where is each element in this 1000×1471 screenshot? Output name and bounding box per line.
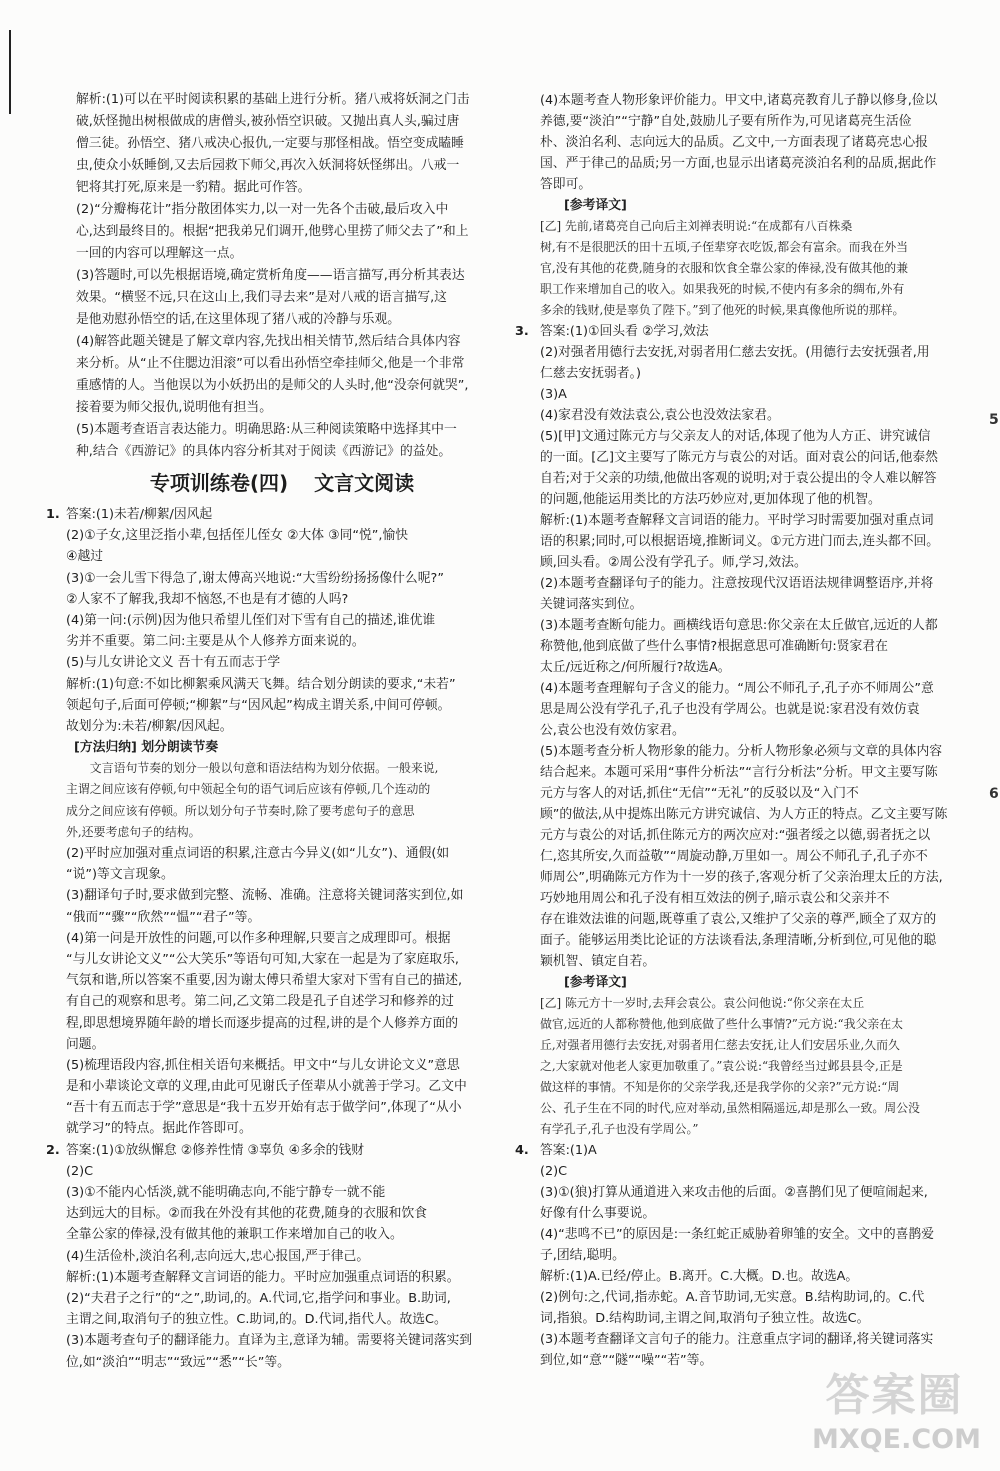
line-text: (4)生活俭朴,淡泊名利,志向远大,忠心报国,严于律己。 xyxy=(66,1248,370,1264)
line-text: 钯将其打死,原来是一豹精。据此可作答。 xyxy=(76,180,311,195)
text-line xyxy=(540,111,976,132)
text-line xyxy=(540,447,976,468)
text-line xyxy=(540,1350,976,1371)
text-line xyxy=(540,90,976,111)
line-text: ④越过 xyxy=(66,549,104,565)
text-line xyxy=(66,949,498,970)
line-text: 成分之间应该有停顿。所以划分句子节奏时,除了要考虑句子的意思 xyxy=(66,803,415,818)
line-text: (2)“夫君子之行”的“之”,助词,的。A.代词,它,指学问和事业。B.助词, xyxy=(66,1290,451,1306)
line-text: 解析:(1)可以在平时阅读积累的基础上进行分析。猪八戒将妖洞之门击 xyxy=(76,92,470,107)
edge-page-mark: 5 xyxy=(989,412,999,428)
text-line xyxy=(76,287,502,309)
line-text: (3)本题考查翻译文言句子的能力。注意重点字词的翻译,将关键词落实 xyxy=(540,1331,934,1347)
text-line xyxy=(66,843,498,864)
line-text: 主谓之间应该有停顿,句中领起全句的语气词后应该有停顿,几个连动的 xyxy=(66,782,431,797)
line-text: 答案:(1)A xyxy=(540,1142,597,1158)
line-text: “吾十有五而志于学”意思是“我十五岁开始有志于做学问”,体现了“从小 xyxy=(66,1100,462,1116)
line-text: 做这样的事情。不知是你的父亲学我,还是我学你的父亲?”元方说:“周 xyxy=(540,1079,900,1094)
text-line xyxy=(540,615,976,636)
question-number: 1. xyxy=(46,507,60,522)
note-line xyxy=(540,1098,976,1119)
text-line xyxy=(66,1352,498,1373)
line-text: 解析:(1)句意:不如比柳絮乘风满天飞舞。结合划分朗读的要求,“未若” xyxy=(66,676,456,692)
line-text: 答即可。 xyxy=(540,176,592,192)
text-line xyxy=(540,174,976,195)
text-line xyxy=(66,716,498,737)
text-line xyxy=(76,375,502,397)
line-text: (4)家君没有效法袁公,袁公也没效法家君。 xyxy=(540,407,780,423)
line-text: 种,结合《西游记》的具体内容分析其对于阅读《西游记》的益处。 xyxy=(76,444,452,459)
line-text: 答案:(1)①放纵懈怠 ②修养性情 ③辜负 ④多余的钱财 xyxy=(66,1142,365,1158)
line-text: 公、孔子生在不同的时代,应对举动,虽然相隔遥远,却是那么一致。周公没 xyxy=(540,1100,920,1115)
line-text: 丘,对强者用德行去安抚,对弱者用仁慈去安抚,让人们安居乐业,久而久 xyxy=(540,1037,900,1052)
text-line xyxy=(66,695,498,716)
text-line xyxy=(540,405,976,426)
text-line xyxy=(540,468,976,489)
line-text: 程,即思想境界随年龄的增长而逐步提高的过程,讲的是个人修养方面的 xyxy=(66,1015,459,1031)
line-text: (3)本题考查断句能力。画横线语句意思:你父亲在太丘做官,远近的人都 xyxy=(540,617,938,633)
text-line xyxy=(76,89,502,111)
text-line xyxy=(66,610,498,631)
line-text: (4)解答此题关键是了解文章内容,先找出相关情节,然后结合具体内容 xyxy=(76,334,461,349)
line-text: (2)“分瓣梅花计”指分散团体实力,以一对一先各个击破,最后攻入中 xyxy=(76,202,449,217)
question-first-line xyxy=(46,1140,498,1161)
text-line xyxy=(66,1055,498,1076)
line-text: 官,没有其他的花费,随身的衣服和饮食全靠公家的俸禄,没有做其他的兼 xyxy=(540,260,909,275)
text-line xyxy=(76,243,502,265)
line-text: 达到远大的目标。②而我在外没有其他的花费,随身的衣服和饮食 xyxy=(66,1206,428,1222)
line-text: (5)本题考查分析人物形象的能力。分析人物形象必须与文章的具体内容 xyxy=(540,743,943,759)
line-text: 思是周公没有学孔子,孔子也没有学周公。也就是说:家君没有效仿袁 xyxy=(540,701,920,717)
left-column-answers xyxy=(46,504,498,1373)
note-line xyxy=(540,258,976,279)
text-line xyxy=(76,155,502,177)
line-text: 是他劝慰孙悟空的话,在这里体现了猪八戒的冷静与乐观。 xyxy=(76,312,400,327)
text-line xyxy=(76,133,502,155)
right-column-answers xyxy=(515,90,976,1371)
line-text: 职工作来增加自己的收入。如果我死的时候,不使内有多余的绸布,外有 xyxy=(540,281,905,296)
text-line xyxy=(66,991,498,1012)
text-line xyxy=(540,867,976,888)
line-text: [方法归纳] 划分朗读节奏 xyxy=(74,740,219,756)
line-text: (5)本题考查语言表达能力。明确思路:从三种阅读策略中选择其中一 xyxy=(76,422,457,437)
line-text: [乙] 先前,诸葛亮自己向后主刘禅表明说:“在成都有八百株桑 xyxy=(540,218,853,233)
text-line xyxy=(540,489,976,510)
line-text: 到位,如“意”“隧”“噪”“若”等。 xyxy=(540,1352,713,1368)
line-text: 面子。能够运用类比论证的方法谈看法,条理清晰,分析到位,可见他的聪 xyxy=(540,932,937,948)
text-line xyxy=(540,363,976,384)
note-line xyxy=(66,779,498,800)
text-line xyxy=(540,510,976,531)
text-line xyxy=(540,720,976,741)
left-column-continued xyxy=(76,89,502,463)
text-line xyxy=(66,1288,498,1309)
question-first-line xyxy=(515,321,976,342)
line-text: 元方与客人的对话,抓住“无信”“无礼”的反驳以及“入门不 xyxy=(540,785,859,801)
line-text: 多余的钱财,使是辜负了陛下。”到了他死的时候,果真像他所说的那样。 xyxy=(540,302,905,317)
text-line xyxy=(540,594,976,615)
line-text: [乙] 陈元方十一岁时,去拜会袁公。袁公问他说:“你父亲在太丘 xyxy=(540,995,865,1010)
line-text: “俄而”“骤”“欣然”“愠”“君子”等。 xyxy=(66,909,261,925)
line-text: 解析:(1)本题考查解释文言词语的能力。平时学习时需要加强对重点词 xyxy=(540,512,934,528)
line-text: 的问题,他能运用类比的方法巧妙应对,更加体现了他的机智。 xyxy=(540,491,881,507)
text-line xyxy=(540,1161,976,1182)
watermark-logo xyxy=(812,1370,981,1462)
text-line xyxy=(76,177,502,199)
text-line xyxy=(76,309,502,331)
line-text: 顾”的做法,从中提炼出陈元方讲究诚信、为人方正的特点。乙文主要写陈 xyxy=(540,806,948,822)
text-line xyxy=(540,888,976,909)
text-line xyxy=(540,636,976,657)
text-line xyxy=(66,589,498,610)
text-line xyxy=(540,741,976,762)
note-line xyxy=(540,237,976,258)
line-text: (3)①一会儿雪下得急了,谢太傅高兴地说:“大雪纷纷扬扬像什么呢?” xyxy=(66,570,444,586)
note-line xyxy=(540,1056,976,1077)
line-text: 公,袁公也没有效仿家君。 xyxy=(540,722,685,738)
line-text: “说”)等文言现象。 xyxy=(66,867,174,883)
line-text: 朴、淡泊名利、志向远大的品质。乙文中,一方面表现了诸葛亮忠心报 xyxy=(540,134,928,150)
note-line xyxy=(540,216,976,237)
text-line xyxy=(66,1309,498,1330)
text-line xyxy=(66,674,498,695)
note-line xyxy=(540,1119,976,1140)
line-text: 关键词落实到位。 xyxy=(540,596,643,612)
text-line xyxy=(540,1203,976,1224)
line-text: ②人家不了解我,我却不恼怒,不也是有才德的人吗? xyxy=(66,591,349,607)
note-line xyxy=(66,801,498,822)
text-line xyxy=(540,930,976,951)
text-line xyxy=(540,846,976,867)
note-line xyxy=(540,300,976,321)
line-text: 解析:(1)本题考查解释文言词语的能力。平时应加强重点词语的积累。 xyxy=(66,1269,460,1285)
note-line xyxy=(540,279,976,300)
line-text: 好像有什么事要说。 xyxy=(540,1205,656,1221)
text-line xyxy=(66,970,498,991)
text-line xyxy=(66,631,498,652)
line-text: 虫,使众小妖睡倒,又去后园救下师父,再次入妖洞将妖怪绑出。八戒一 xyxy=(76,158,460,173)
text-line xyxy=(540,1308,976,1329)
section-title xyxy=(66,463,498,504)
text-line xyxy=(66,1224,498,1245)
text-line xyxy=(66,864,498,885)
line-text: (3)翻译句子时,要求做到完整、流畅、准确。注意将关键词落实到位,如 xyxy=(66,888,464,904)
text-line xyxy=(66,1013,498,1034)
text-line xyxy=(66,885,498,906)
line-text: 语的积累;同时,可以根据语境,推断词义。①元方进门而去,连头都不回。 xyxy=(540,533,940,549)
line-text: (2)①子女,这里泛指小辈,包括侄儿侄女 ②大体 ③同“悦”,愉快 xyxy=(66,528,409,544)
text-line xyxy=(66,1330,498,1351)
text-line xyxy=(76,221,502,243)
text-line xyxy=(540,1329,976,1350)
line-text: 劣并不重要。第二问:主要是从个人修养方面来说的。 xyxy=(66,634,365,650)
text-line xyxy=(540,384,976,405)
text-line xyxy=(66,1118,498,1139)
text-line xyxy=(540,531,976,552)
line-text: 有学孔子,孔子也没有学周公。” xyxy=(540,1121,699,1136)
question-number: 4. xyxy=(515,1142,529,1158)
question-first-line xyxy=(515,1140,976,1161)
line-text: 文言语句节奏的划分一般以句意和语法结构为划分依据。一般来说, xyxy=(89,761,439,776)
line-text: 称赞他,他到底做了些什么事情?根据意思可准确断句:贤家君在 xyxy=(540,638,888,654)
method-heading-line xyxy=(66,737,498,758)
line-text: (3)①(狼)打算从通道进入来攻击他的后面。②喜鹊们见了便喧闹起来, xyxy=(540,1184,928,1200)
section-title-series: 专项训练卷(四) xyxy=(149,471,289,495)
watermark-site-text: MXQE.COM xyxy=(812,1424,981,1455)
line-text: “与儿女讲论文义”“公大笑乐”等语句可知,大家在一起是为了家庭取乐, xyxy=(66,951,459,967)
note-line xyxy=(540,1014,976,1035)
line-text: 自若;对于父亲的功绩,他做出客观的说明;对于袁公提出的令人难以解答 xyxy=(540,470,937,486)
line-text: 之,大家就对他老人家更加敬重了。”袁公说:“我曾经当过邺县县令,正是 xyxy=(540,1058,903,1073)
text-line xyxy=(540,804,976,825)
question-number: 2. xyxy=(46,1142,60,1158)
line-text: 顾,回头看。②周公没有学孔子。师,学习,效法。 xyxy=(540,554,807,570)
line-text: 外,还要考虑句子的结构。 xyxy=(66,824,201,839)
line-text: (2)对强者用德行去安抚,对弱者用仁慈去安抚。(用德行去安抚强者,用 xyxy=(540,344,930,360)
line-text: 颖机智、镇定自若。 xyxy=(540,953,656,969)
line-text: (2)例句:之,代词,指赤蛇。A.音节助词,无实意。B.结构助词,的。C.代 xyxy=(540,1289,925,1305)
text-line xyxy=(76,111,502,133)
text-line xyxy=(540,1245,976,1266)
text-line xyxy=(66,568,498,589)
text-line xyxy=(540,762,976,783)
text-line xyxy=(540,1224,976,1245)
note-line xyxy=(540,993,976,1014)
line-text: 全靠公家的俸禄,没有做其他的兼职工作来增加自己的收入。 xyxy=(66,1227,403,1243)
text-line xyxy=(76,265,502,287)
text-line xyxy=(540,1182,976,1203)
line-text: 一回的内容可以理解这一点。 xyxy=(76,246,243,261)
line-text: 僧三徒。孙悟空、猪八戒决心报仇,一定要与那怪相战。悟空变成瞌睡 xyxy=(76,136,464,151)
line-text: 师周公”,明确陈元方作为十一岁的孩子,客观分析了父亲治理太丘的方法, xyxy=(540,869,943,885)
text-line xyxy=(540,678,976,699)
line-text: 巧妙地用周公和孔子没有相互效法的例子,暗示袁公和父亲并不 xyxy=(540,890,890,906)
line-text: 解析:(1)A.已经/停止。B.离开。C.大概。D.也。故选A。 xyxy=(540,1268,859,1284)
text-line xyxy=(540,951,976,972)
line-text: 破,妖怪抛出树根做成的唐僧头,被孙悟空识破。又抛出真人头,骗过唐 xyxy=(76,114,460,129)
line-text: (2)平时应加强对重点词语的积累,注意古今异义(如“儿女”)、通假(如 xyxy=(66,846,450,861)
line-text: (3)A xyxy=(540,386,567,402)
text-line xyxy=(540,825,976,846)
text-line xyxy=(76,419,502,441)
line-text: 主谓之间,取消句子的独立性。C.助词,的。D.代词,指代人。故选C。 xyxy=(66,1312,447,1328)
text-line xyxy=(540,909,976,930)
translation-heading-line xyxy=(540,972,976,993)
text-line xyxy=(66,1034,498,1055)
line-text: 就学习”的特点。据此作答即可。 xyxy=(66,1121,252,1137)
line-text: 做官,远近的人都称赞他,他到底做了些什么事情?”元方说:“我父亲在太 xyxy=(540,1016,904,1031)
line-text: 结合起来。本题可采用“事件分析法”“言行分析法”分析。甲文主要写陈 xyxy=(540,764,938,780)
note-line xyxy=(540,1035,976,1056)
line-text: 气氛和谐,所以答案不重要,因为谢太傅只希望大家对下雪有自己的描述, xyxy=(66,973,463,989)
line-text: [参考译文] xyxy=(564,197,627,213)
line-text: 重感情的人。当他误以为小妖扔出的是师父的人头时,他“没奈何就哭”, xyxy=(76,378,469,393)
text-line xyxy=(540,783,976,804)
text-line xyxy=(540,1266,976,1287)
question-first-line xyxy=(46,504,498,525)
text-line xyxy=(540,1287,976,1308)
edge-page-mark: 6 xyxy=(989,786,999,802)
line-text: 故划分为:未若/柳絮/因风起。 xyxy=(66,718,233,734)
line-text: (4)本题考查人物形象评价能力。甲文中,诸葛亮教育儿子静以修身,俭以 xyxy=(540,92,938,108)
line-text: (4)第一问是开放性的问题,可以作多种理解,只要言之成理即可。根据 xyxy=(66,930,451,946)
translation-heading-line xyxy=(540,195,976,216)
line-text: (5)与儿女讲论文义 吾十有五而志于学 xyxy=(66,655,281,671)
line-text: (3)①不能内心恬淡,就不能明确志向,不能宁静专一就不能 xyxy=(66,1185,386,1200)
line-text: [参考译文] xyxy=(564,974,627,990)
line-text: (2)本题考查翻译句子的能力。注意按现代汉语语法规律调整语序,并将 xyxy=(540,575,934,591)
line-text: (3)本题考查句子的翻译能力。直译为主,意译为辅。需要将关键词落实到 xyxy=(66,1333,473,1349)
text-line xyxy=(66,546,498,567)
line-text: 仁,恣其所安,久而益敬”“周旋动静,万里如一。周公不师孔子,孔子亦不 xyxy=(540,848,928,864)
text-line xyxy=(540,342,976,363)
line-text: 元方与袁公的对话,抓住陈元方的两次应对:“强者绥之以德,弱者抚之以 xyxy=(540,827,931,843)
text-line xyxy=(540,153,976,174)
line-text: 太丘/远近称之/何所履行?故选A。 xyxy=(540,659,731,675)
text-line xyxy=(66,1267,498,1288)
text-line xyxy=(540,552,976,573)
line-text: 养德,要“淡泊”“宁静”自处,鼓励儿子要有所作为,可见诸葛亮生活俭 xyxy=(540,113,912,129)
line-text: (4)本题考查理解句子含义的能力。“周公不师孔子,孔子亦不师周公”意 xyxy=(540,680,934,696)
text-line xyxy=(66,1203,498,1224)
line-text: 效果。“横竖不远,只在这山上,我们寻去来”是对八戒的语言描写,这 xyxy=(76,290,447,305)
text-line xyxy=(66,525,498,546)
watermark-logo-text: 答案圈 xyxy=(825,1370,964,1421)
line-text: 来分析。从“止不住腮边泪滚”可以看出孙悟空牵挂师父,他是一个非常 xyxy=(76,356,465,371)
text-line xyxy=(66,1161,498,1182)
line-text: 词,指狼。D.结构助词,主谓之间,取消句子独立性。故选C。 xyxy=(540,1310,870,1326)
text-line xyxy=(540,573,976,594)
text-line xyxy=(66,652,498,673)
text-line xyxy=(540,132,976,153)
line-text: 子,团结,聪明。 xyxy=(540,1247,625,1263)
line-text: 答案:(1)未若/柳絮/因风起 xyxy=(66,507,213,522)
line-text: (2)C xyxy=(66,1163,94,1179)
line-text: 心,达到最终目的。根据“把我弟兄们调开,他劈心里捞了师父去了”和上 xyxy=(76,224,469,239)
text-line xyxy=(66,1182,498,1203)
note-line xyxy=(540,1077,976,1098)
question-number: 3. xyxy=(515,323,529,339)
line-text: 位,如“淡泊”“明志”“致远”“悉”“长”等。 xyxy=(66,1354,290,1370)
text-line xyxy=(76,353,502,375)
line-text: 国、严于律己的品质;另一方面,也显示出诸葛亮淡泊名利的品质,据此作 xyxy=(540,155,937,171)
text-line xyxy=(76,397,502,419)
line-text: 存在谁效法谁的问题,既尊重了袁公,又维护了父亲的尊严,顾全了双方的 xyxy=(540,911,937,927)
line-text: 树,有不是很肥沃的田十五顷,子侄辈穿衣吃饭,都会有富余。而我在外当 xyxy=(540,239,909,254)
line-text: (2)C xyxy=(540,1163,568,1179)
text-line xyxy=(66,1246,498,1267)
line-text: 有自己的观察和思考。第二问,乙文第二段是孔子自述学习和修养的过 xyxy=(66,994,454,1010)
line-text: (5)[甲]文通过陈元方与父亲友人的对话,体现了他为人方正、讲究诚信 xyxy=(540,428,931,444)
line-text: 答案:(1)①回头看 ②学习,效法 xyxy=(540,323,709,339)
text-line xyxy=(540,699,976,720)
text-line xyxy=(66,1097,498,1118)
text-line xyxy=(76,199,502,221)
line-text: 接着要为师父报仇,说明他有担当。 xyxy=(76,400,273,415)
text-line xyxy=(76,331,502,353)
text-line xyxy=(76,441,502,463)
line-text: 是和小辈谈论文章的义理,由此可见谢氏子侄辈从小就善于学习。乙文中 xyxy=(66,1079,467,1095)
line-text: 仁慈去安抚弱者。) xyxy=(540,365,641,381)
note-start-line xyxy=(66,758,498,779)
text-line xyxy=(66,1076,498,1097)
text-line xyxy=(66,907,498,928)
line-text: 问题。 xyxy=(66,1036,105,1052)
line-text: (4)“悲鸣不已”的原因是:一条红蛇正威胁着卵雏的安全。文中的喜鹊爱 xyxy=(540,1226,935,1242)
line-text: 的一面。[乙]文主要写了陈元方与袁公的对话。面对袁公的问话,他泰然 xyxy=(540,449,938,465)
scan-edge-mark xyxy=(9,30,11,114)
note-line xyxy=(66,822,498,843)
text-line xyxy=(66,928,498,949)
text-line xyxy=(540,426,976,447)
line-text: 领起句子,后面可停顿;“柳絮”与“因风起”构成主谓关系,中间可停顿。 xyxy=(66,697,451,713)
text-line xyxy=(540,657,976,678)
line-text: (5)梳理语段内容,抓住相关语句来概括。甲文中“与儿女讲论文义”意思 xyxy=(66,1057,460,1073)
line-text: (3)答题时,可以先根据语境,确定赏析角度——语言描写,再分析其表达 xyxy=(76,268,465,283)
section-title-topic: 文言文阅读 xyxy=(314,471,415,495)
line-text: (4)第一问:(示例)因为他只希望儿侄们对下雪有自己的描述,谁优谁 xyxy=(66,612,436,628)
